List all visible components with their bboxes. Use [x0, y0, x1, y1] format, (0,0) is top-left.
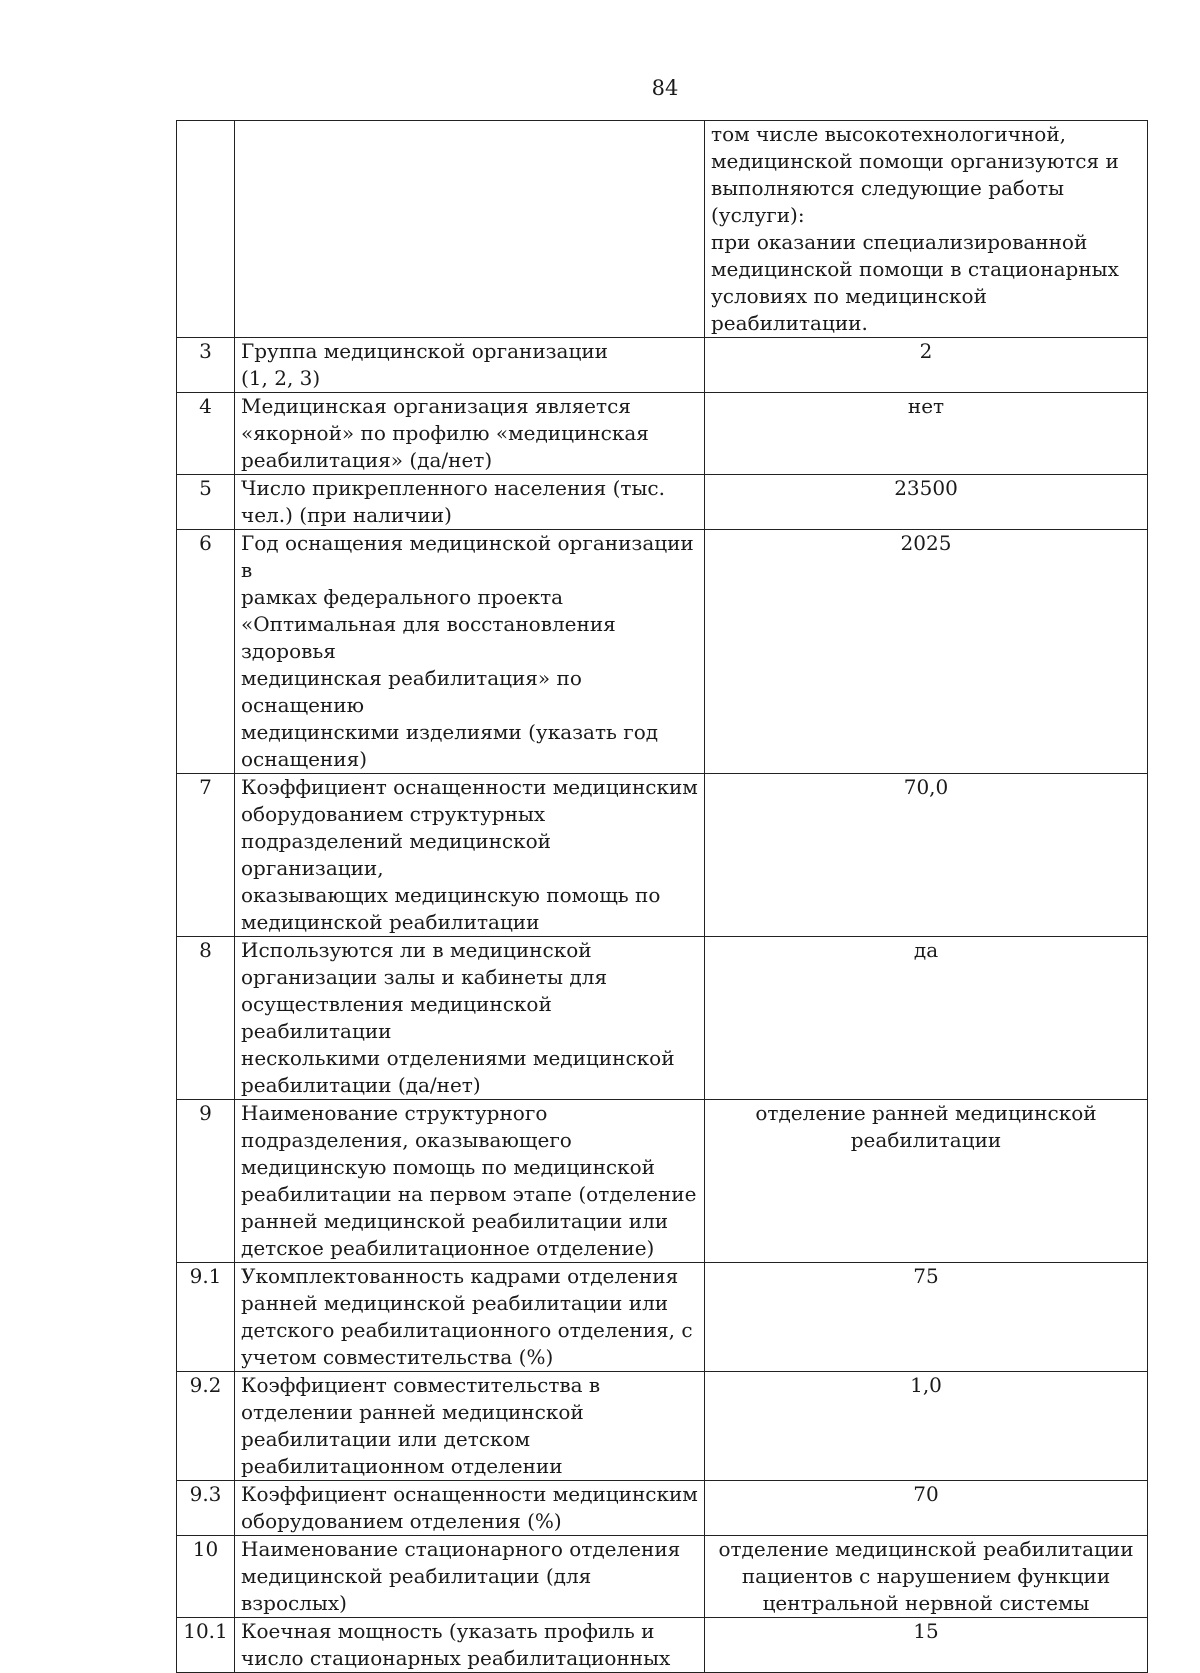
table-row	[177, 1481, 1148, 1536]
row-label: Год оснащения медицинской организации в рамках федерального проекта «Оптимальная для восстановления здоровья медицинская реабилитация» по оснащению медицинскими изделиями (указать год оснащения)	[235, 530, 705, 774]
row-value: 2	[705, 338, 1148, 393]
table-row	[177, 121, 1148, 338]
row-value: да	[705, 937, 1148, 1100]
row-value: отделение медицинской реабилитации пациентов с нарушением функции центральной нервной системы	[705, 1536, 1148, 1618]
row-value: нет	[705, 393, 1148, 475]
row-number: 8	[177, 937, 235, 1100]
row-value: том числе высокотехнологичной, медицинской помощи организуются и выполняются следующие работы (услуги): при оказании специализированной медицинской помощи в стационарных условиях по медицинской реабилитации.	[705, 121, 1148, 338]
row-value: 70	[705, 1481, 1148, 1536]
row-label	[235, 121, 705, 338]
row-number: 3	[177, 338, 235, 393]
table-row	[177, 1100, 1148, 1263]
row-label: Укомплектованность кадрами отделения ранней медицинской реабилитации или детского реабилитационного отделения, с учетом совместительства (%)	[235, 1263, 705, 1372]
row-number: 6	[177, 530, 235, 774]
row-number: 10.1	[177, 1618, 235, 1673]
table-row	[177, 937, 1148, 1100]
table-row	[177, 1372, 1148, 1481]
row-value: 1,0	[705, 1372, 1148, 1481]
page-number: 84	[651, 76, 679, 100]
row-value: 70,0	[705, 774, 1148, 937]
row-value: 23500	[705, 475, 1148, 530]
row-label: Используются ли в медицинской организации залы и кабинеты для осуществления медицинской реабилитации несколькими отделениями медицинской реабилитации (да/нет)	[235, 937, 705, 1100]
row-label: Коэффициент оснащенности медицинским оборудованием отделения (%)	[235, 1481, 705, 1536]
table-row	[177, 1536, 1148, 1618]
row-number: 7	[177, 774, 235, 937]
row-label: Коэффициент оснащенности медицинским оборудованием структурных подразделений медицинской организации, оказывающих медицинскую помощь по медицинской реабилитации	[235, 774, 705, 937]
row-label: Коечная мощность (указать профиль и число стационарных реабилитационных	[235, 1618, 705, 1673]
row-label: Наименование стационарного отделения медицинской реабилитации (для взрослых)	[235, 1536, 705, 1618]
table-row	[177, 530, 1148, 774]
row-value: отделение ранней медицинской реабилитации	[705, 1100, 1148, 1263]
row-value: 2025	[705, 530, 1148, 774]
row-number: 9.2	[177, 1372, 235, 1481]
indicators-table	[176, 120, 1148, 1673]
row-label: Группа медицинской организации (1, 2, 3)	[235, 338, 705, 393]
row-label: Наименование структурного подразделения, оказывающего медицинскую помощь по медицинской реабилитации на первом этапе (отделение ранней медицинской реабилитации или детское реабилитационное отделение)	[235, 1100, 705, 1263]
table-row	[177, 393, 1148, 475]
table-row	[177, 774, 1148, 937]
table-row	[177, 338, 1148, 393]
table-row	[177, 475, 1148, 530]
row-label: Число прикрепленного населения (тыс. чел.) (при наличии)	[235, 475, 705, 530]
row-label: Коэффициент совместительства в отделении ранней медицинской реабилитации или детском реабилитационном отделении	[235, 1372, 705, 1481]
row-label: Медицинская организация является «якорной» по профилю «медицинская реабилитация» (да/нет)	[235, 393, 705, 475]
row-number: 5	[177, 475, 235, 530]
row-number: 9.1	[177, 1263, 235, 1372]
row-number	[177, 121, 235, 338]
row-value: 15	[705, 1618, 1148, 1673]
row-number: 4	[177, 393, 235, 475]
table-row	[177, 1618, 1148, 1673]
table-row	[177, 1263, 1148, 1372]
row-value: 75	[705, 1263, 1148, 1372]
row-number: 10	[177, 1536, 235, 1618]
row-number: 9.3	[177, 1481, 235, 1536]
row-number: 9	[177, 1100, 235, 1263]
